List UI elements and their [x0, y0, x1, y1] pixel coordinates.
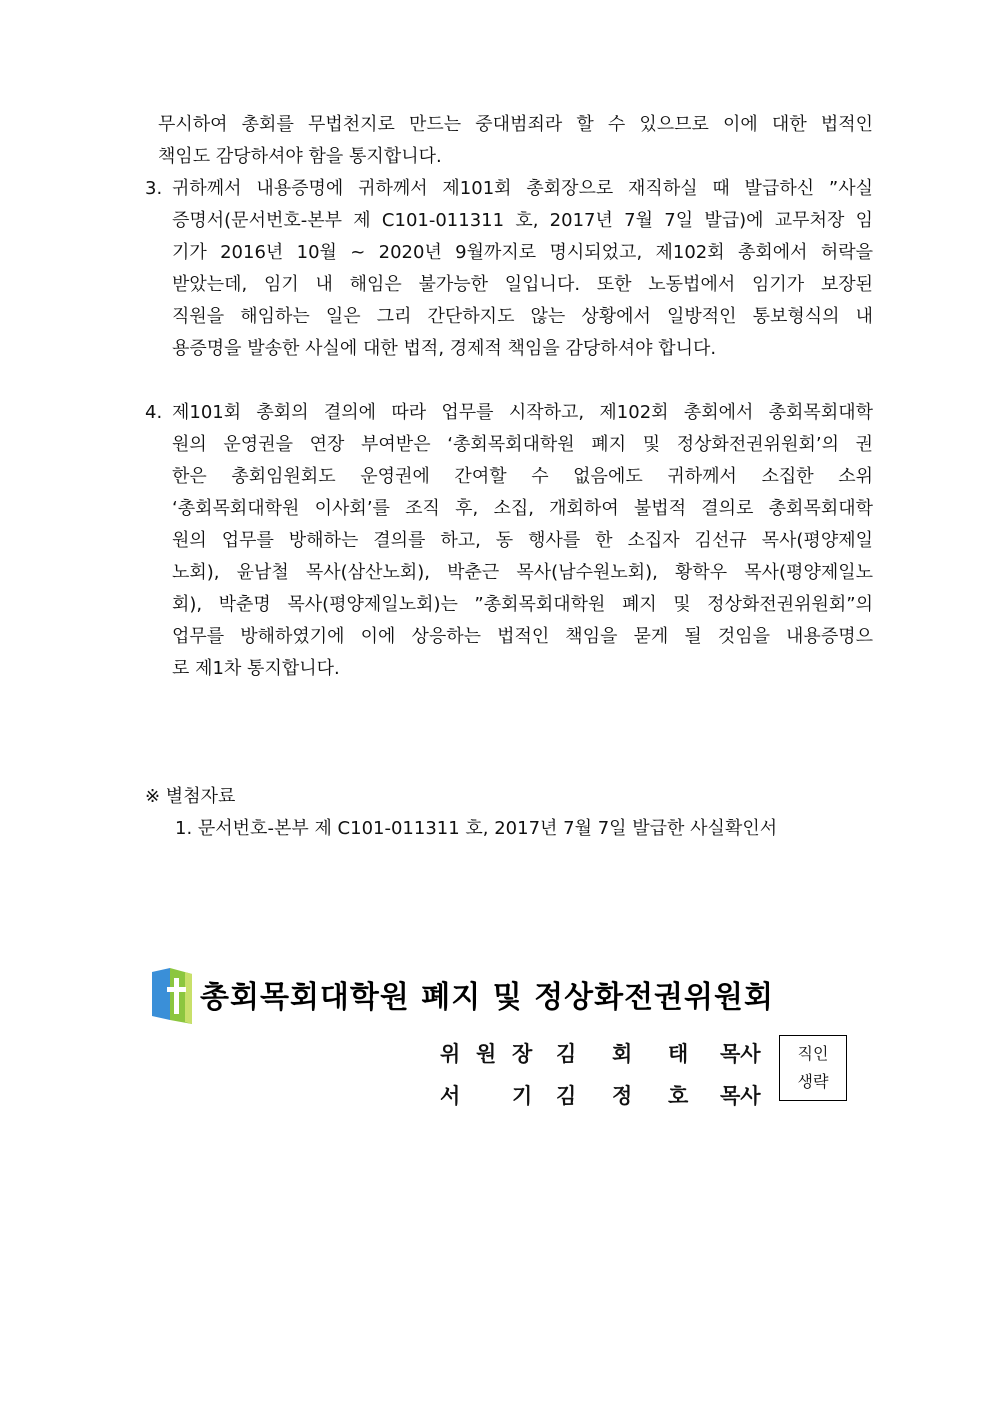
secretary-name-char-3: 호: [668, 1084, 689, 1108]
seal-text-line-2: 생략: [797, 1072, 829, 1091]
secretary-name-char-1: 김: [556, 1084, 577, 1108]
secretary-suffix: 목사: [720, 1084, 761, 1108]
item4-line-6: 노회), 윤남철 목사(삼산노회), 박춘근 목사(남수원노회), 황학우 목사(평양제일노: [172, 562, 873, 583]
secretary-title-char-1: 서: [440, 1084, 461, 1108]
item4-line-5: 원의 업무를 방해하는 결의를 하고, 동 행사를 한 소집자 김선규 목사(평양제일: [172, 530, 873, 551]
item4-line-2: 원의 운영권을 연장 부여받은 ‘총회목회대학원 폐지 및 정상화전권위원회’의 권: [172, 434, 873, 455]
item4-line-4: ‘총회목회대학원 이사회’를 조직 후, 소집, 개회하여 불법적 결의로 총회목회대학: [172, 498, 873, 519]
chair-name-char-2: 회: [612, 1042, 633, 1066]
chair-title-char-2: 원: [476, 1042, 497, 1066]
attachment-item: 1. 문서번호-본부 제 C101-011311 호, 2017년 7월 7일 발급한 사실확인서: [175, 818, 778, 839]
secretary-title-char-2: 기: [512, 1084, 533, 1108]
item3-line-3: 기가 2016년 10월 ~ 2020년 9월까지로 명시되었고, 제102회 총회에서 허락을: [172, 242, 873, 263]
intro-line-1: 무시하여 총회를 무법천지로 만드는 중대범죄라 할 수 있으므로 이에 대한 법적인: [158, 114, 873, 135]
chair-title-char-1: 위: [440, 1042, 461, 1066]
item4-line-8: 업무를 방해하였기에 이에 상응하는 법적인 책임을 묻게 될 것임을 내용증명으: [172, 626, 873, 647]
item4-number: 4.: [145, 402, 163, 423]
item4-line-7: 회), 박춘명 목사(평양제일노회)는 ”총회목회대학원 폐지 및 정상화전권위원회”의: [172, 594, 873, 615]
item4-line-9: 로 제1차 통지합니다.: [172, 658, 340, 679]
item3-line-1: 귀하께서 내용증명에 귀하께서 제101회 총회장으로 재직하실 때 발급하신 ”사실: [172, 178, 873, 199]
chair-suffix: 목사: [720, 1042, 761, 1066]
item3-number: 3.: [145, 178, 163, 199]
seal-text-line-1: 직인: [797, 1044, 829, 1063]
chair-name-char-1: 김: [556, 1042, 577, 1066]
attachment-heading: ※ 별첨자료: [145, 786, 236, 807]
item3-line-6: 용증명을 발송한 사실에 대한 법적, 경제적 책임을 감당하셔야 합니다.: [172, 338, 717, 359]
intro-line-2: 책임도 감당하셔야 함을 통지합니다.: [158, 146, 442, 167]
secretary-name-char-2: 정: [612, 1084, 633, 1108]
organization-name: 총회목회대학원 폐지 및 정상화전권위원회: [200, 980, 774, 1015]
chair-name-char-3: 태: [668, 1042, 689, 1066]
chair-title-char-3: 장: [512, 1042, 533, 1066]
seal-box: [779, 1035, 847, 1101]
item3-line-4: 받았는데, 임기 내 해임은 불가능한 일입니다. 또한 노동법에서 임기가 보장된: [172, 274, 873, 295]
item3-line-5: 직원을 해임하는 일은 그리 간단하지도 않는 상황에서 일방적인 통보형식의 내: [172, 306, 873, 327]
item4-line-1: 제101회 총회의 결의에 따라 업무를 시작하고, 제102회 총회에서 총회목회대학: [172, 402, 873, 423]
item4-line-3: 한은 총회임원회도 운영권에 간여할 수 없음에도 귀하께서 소집한 소위: [172, 466, 873, 487]
cross-logo-icon: [152, 968, 194, 1026]
item3-line-2: 증명서(문서번호-본부 제 C101-011311 호, 2017년 7월 7일 발급)에 교무처장 임: [172, 210, 873, 231]
